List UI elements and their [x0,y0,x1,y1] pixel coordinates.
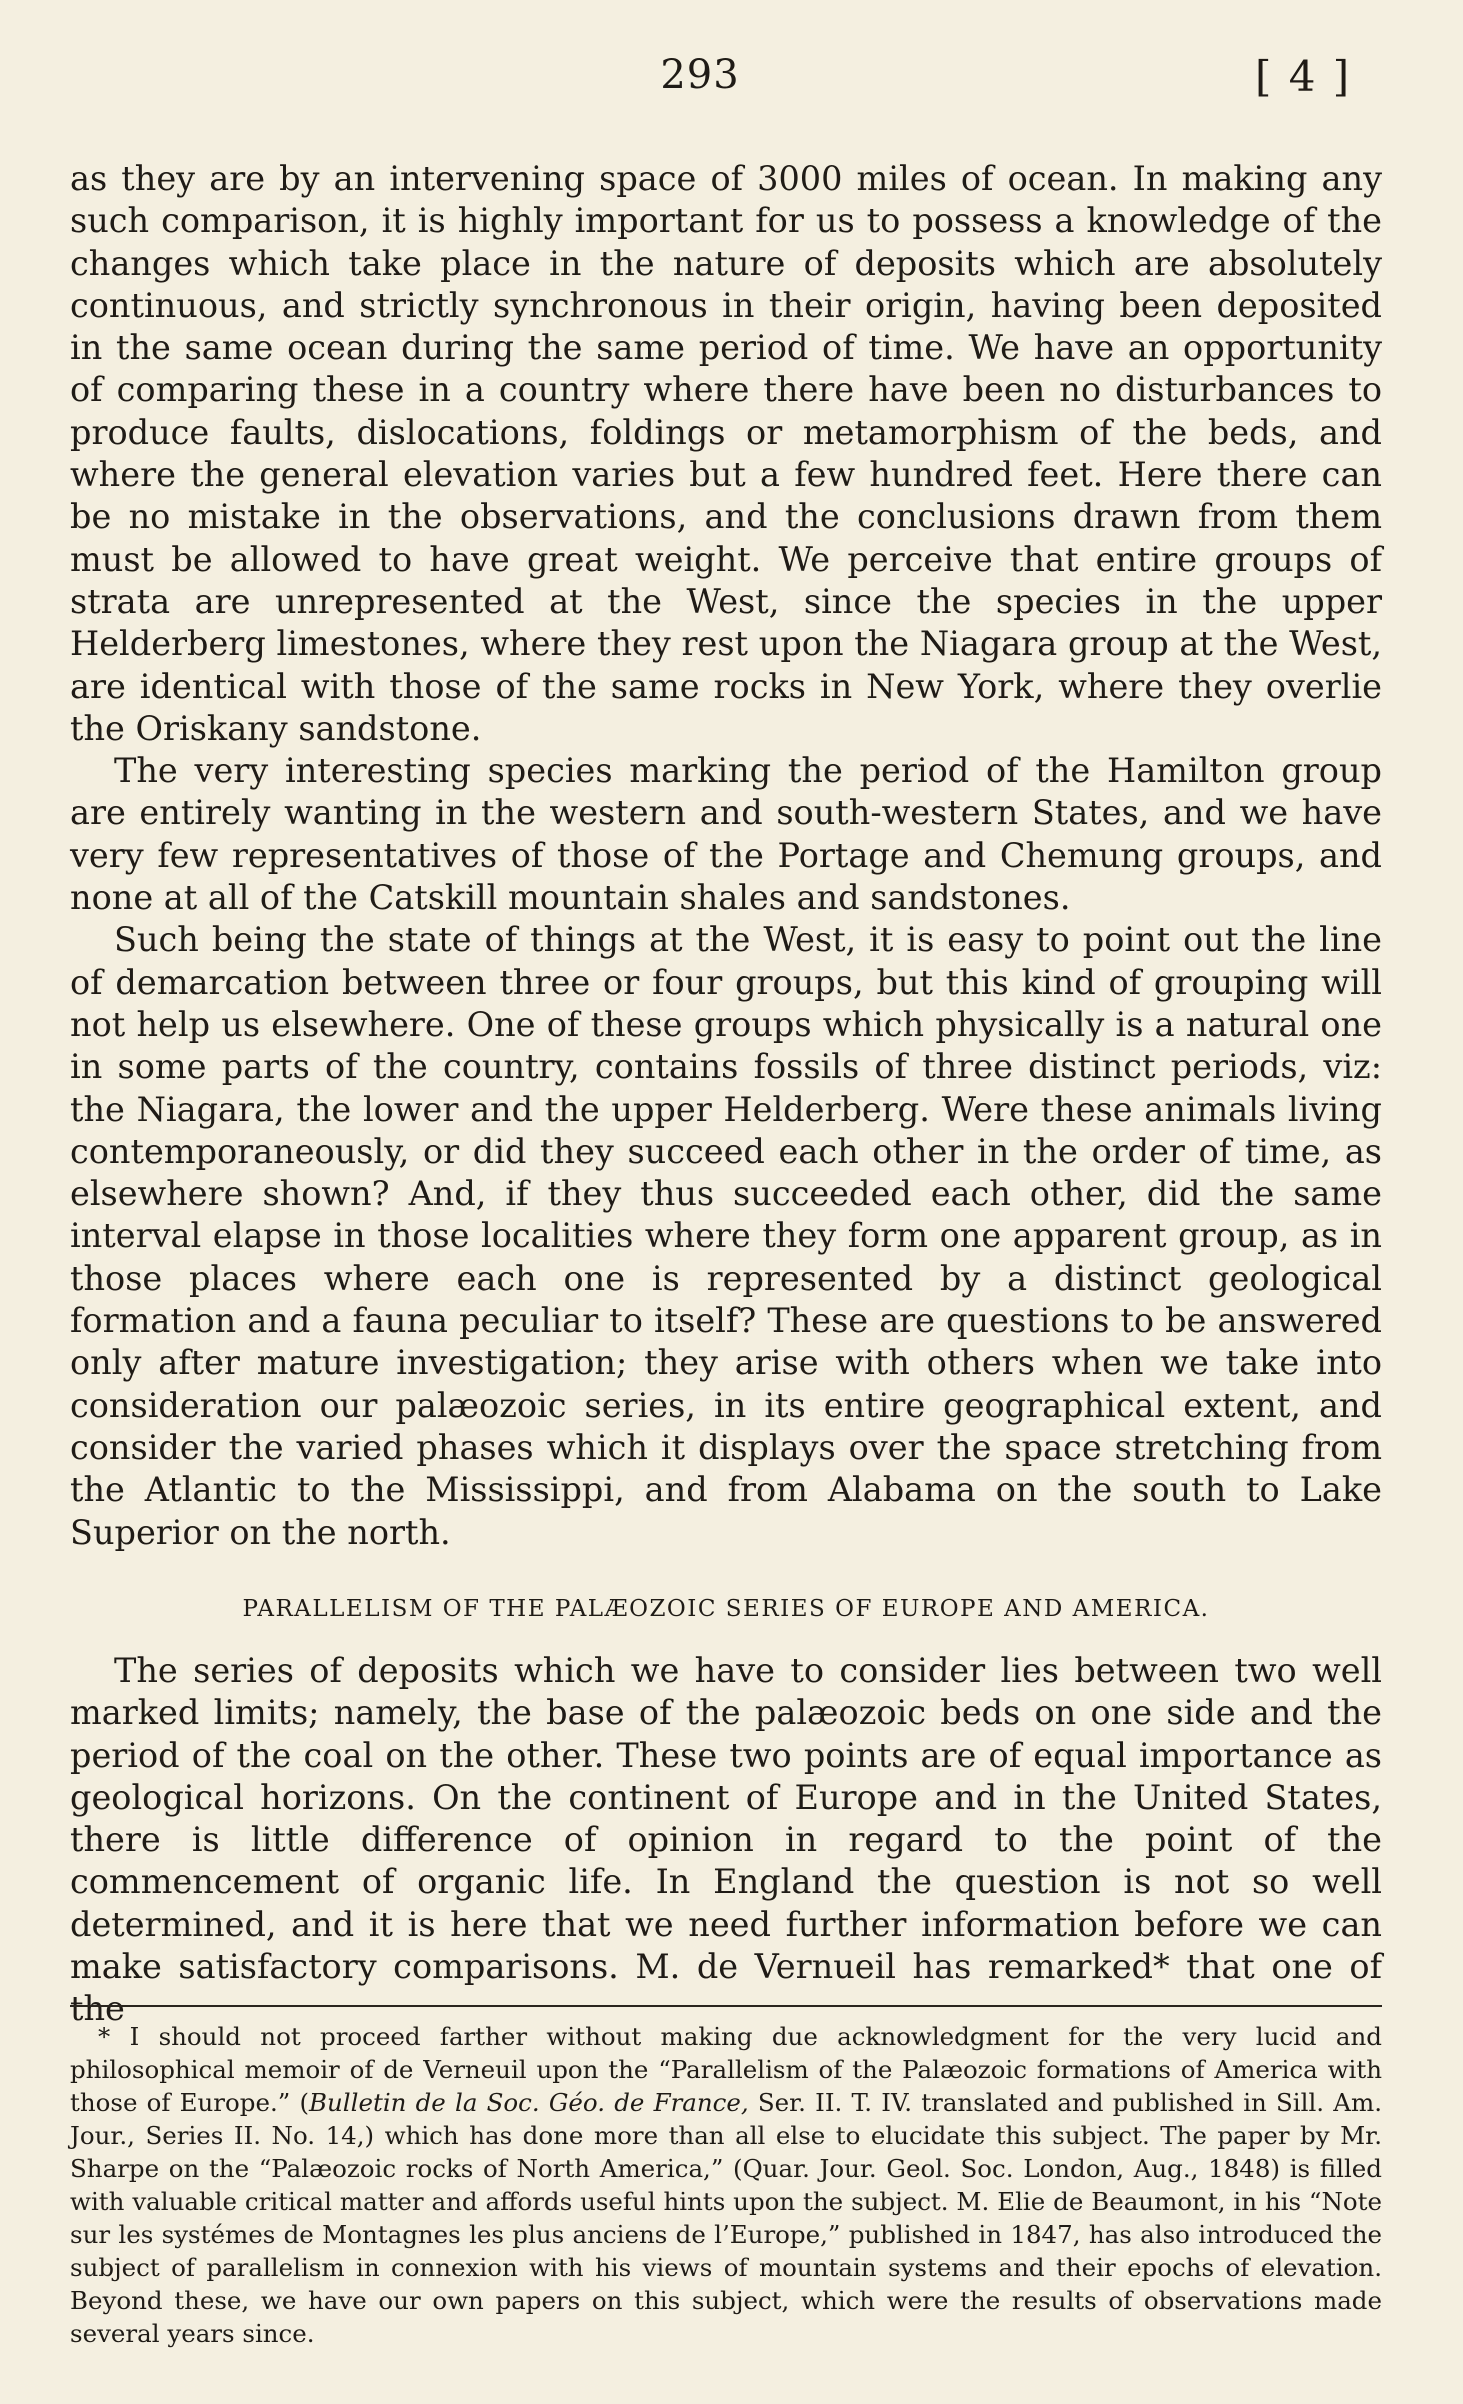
section-text [70,1650,1382,2031]
footnote-text-end: Ser. II. T. IV. translated and published in Sill. Am. Jour., Series II. No. 14,) which has done more than all else to elucidate this subject. The paper by Mr. Sharpe on the “Palæozoic rocks of North America,” (Quar. Jour. Geol. Soc. London, Aug., 1848) is filled with valuable critical matter and affords useful hints upon the subject. M. Elie de Beaumont, in his “Note sur les systémes de Montagnes les plus anciens de l’Europe,” published in 1847, has also introduced the subject of parallelism in connexion with his views of mountain systems and their epochs of elevation. Beyond these, we have our own papers on this subject, which were the results of observations made several years since. [70,2088,1382,2348]
bracket-page-number: [ 4 ] [1255,52,1352,101]
footnote [70,2020,1382,2350]
section-heading: PARALLELISM OF THE PALÆOZOIC SERIES OF EUROPE AND AMERICA. [242,1596,1210,1622]
footnote-text-start: * I should not proceed farther without making due acknowledgment for the very lucid and philosophical memoir of de Verneuil upon the “Parallelism of the Palæozoic formations of America with those of Europe.” ( [70,2022,1382,2117]
paragraph-continuation: as they are by an intervening space of 3000 miles of ocean. In making any such comparison, it is highly important for us to possess a knowledge of the changes which take place in the nature of deposits which are absolutely continuous, and strictly synchronous in their origin, having been deposited in the same ocean during the same period of time. We have an opportunity of comparing these in a country where there have been no disturbances to produce faults, dislocations, foldings or metamorphism of the beds, and where the general elevation varies but a few hundred feet. Here there can be no mistake in the observations, and the conclusions drawn from them must be allowed to have great weight. We perceive that entire groups of strata are unrepresented at the West, since the species in the upper Helderberg limestones, where they rest upon the Niagara group at the West, are identical with those of the same rocks in New York, where they overlie the Oriskany sandstone. [70,159,1382,748]
paragraph-parallelism: The series of deposits which we have to consider lies between two well marked limits; namely, the base of the palæozoic beds on one side and the period of the coal on the other. These two points are of equal importance as geological horizons. On the continent of Europe and in the United States, there is little difference of opinion in regard to the point of the commencement of organic life. In England the question is not so well determined, and it is here that we need further information before we can make satisfactory comparisons. M. de Vernueil has remarked* that one of the [70,1651,1382,2029]
footnote-citation-italic: Bulletin de la Soc. Géo. de France, [309,2088,749,2117]
main-text [70,158,1382,1554]
page-number: 293 [660,52,740,98]
footnote-divider [70,2005,1382,2007]
paragraph-hamilton-group: The very interesting species marking the period of the Hamilton group are entirely wanting in the western and south-western States, and we have very few representatives of those of the Portage and Chemung groups, and none at all of the Catskill mountain shales and sandstones. [70,751,1382,918]
paragraph-demarcation: Such being the state of things at the West, it is easy to point out the line of demarcation between three or four groups, but this kind of grouping will not help us elsewhere. One of these groups which physically is a natural one in some parts of the country, contains fossils of three distinct periods, viz: the Niagara, the lower and the upper Helderberg. Were these animals living contemporaneously, or did they succeed each other in the order of time, as elsewhere shown? And, if they thus succeeded each other, did the same interval elapse in those localities where they form one apparent group, as in those places where each one is represented by a distinct geological formation and a fauna peculiar to itself? These are questions to be answered only after mature investigation; they arise with others when we take into consideration our palæozoic series, in its entire geographical extent, and consider the varied phases which it displays over the space stretching from the Atlantic to the Mississippi, and from Alabama on the south to Lake Superior on the north. [70,920,1382,1552]
footnote-text [70,2020,1382,2350]
